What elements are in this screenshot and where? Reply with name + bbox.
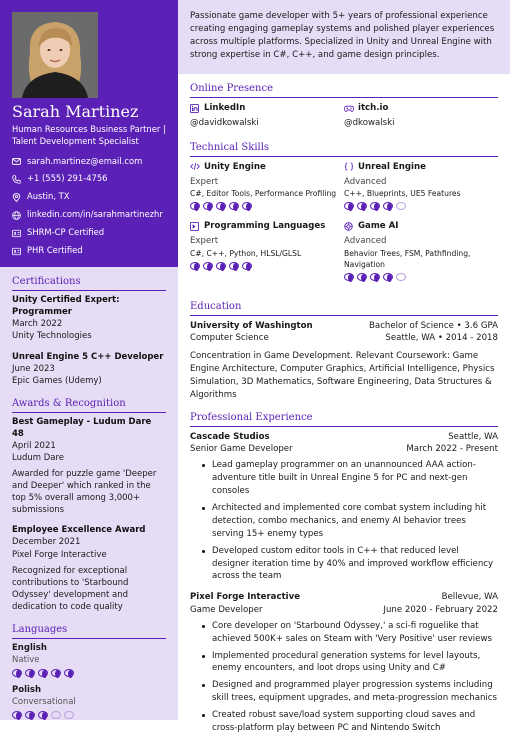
rating-dot-filled: [25, 711, 35, 719]
language-rating: [12, 711, 166, 719]
rating-dot-filled: [229, 262, 239, 270]
code-icon: [190, 162, 199, 171]
online-item-itchio[interactable]: [344, 102, 498, 131]
skill-name: Game AI: [358, 221, 399, 232]
rating-dot-filled: [12, 669, 22, 677]
contact-cert-phr: [12, 245, 166, 257]
edu-location-dates: Seattle, WA • 2014 - 2018: [385, 332, 498, 343]
skill-level: Expert: [190, 236, 219, 247]
edu-school: University of Washington: [190, 320, 313, 331]
rating-dot-filled: [203, 262, 213, 270]
cert-title: Unreal Engine 5 C++ Developer: [12, 351, 164, 362]
badge-icon: [12, 247, 21, 256]
main-content: [178, 0, 510, 733]
contact-email[interactable]: [12, 156, 166, 168]
edu-field: Computer Science: [190, 332, 269, 343]
award-title: Employee Excellence Award: [12, 525, 146, 536]
skill-name: Unreal Engine: [358, 161, 426, 172]
skill-level: Advanced: [344, 236, 387, 247]
rating-dot-filled: [229, 202, 239, 210]
job-bullets: [190, 620, 498, 735]
award-desc: Recognized for exceptional contributions to 'Starbound Odyssey' development and dedication to code quality: [12, 565, 129, 612]
skill-unity: [190, 161, 344, 217]
rating-dot-empty: [396, 273, 406, 281]
award-issuer: Pixel Forge Interactive: [12, 549, 107, 560]
job-bullet: Lead gameplay programmer on an unannounced AAA action-adventure title built in Unreal Engine 5 for PC and next-gen consoles: [190, 459, 498, 498]
skill-unreal: [344, 161, 498, 217]
rating-dot-filled: [242, 262, 252, 270]
job-bullet: Core developer on 'Starbound Odyssey,' a sci-fi roguelike that achieved 500K+ sales on Steam with 'Very Positive' user reviews: [190, 620, 498, 646]
certifications-section: [12, 275, 166, 387]
online-presence-section: [190, 82, 498, 132]
globe-icon: [12, 211, 21, 220]
job-title: Game Developer: [190, 604, 263, 615]
job-bullet: Created robust save/load system supporting cloud saves and cross-platform play between PC and Nintendo Switch: [190, 709, 498, 735]
candidate-name: Sarah Martinez: [12, 102, 139, 121]
rating-dot-filled: [38, 669, 48, 677]
language-level: Native: [12, 655, 40, 666]
linkedin-icon: [190, 104, 199, 113]
skill-level: Advanced: [344, 176, 387, 187]
job-company: Cascade Studios: [190, 431, 270, 442]
rating-dot-empty: [51, 711, 61, 719]
skill-tools: C#, Editor Tools, Performance Profiling: [190, 189, 337, 199]
skill-level: Expert: [190, 176, 219, 187]
rating-dot-empty: [396, 202, 406, 210]
ai-icon: [344, 222, 353, 231]
contact-phone-text: +1 (555) 291-4756: [27, 173, 108, 184]
rating-dot-filled: [242, 202, 252, 210]
badge-icon: [12, 229, 21, 238]
contact-cert-shrm-text: SHRM-CP Certified: [27, 227, 105, 238]
rating-dot-filled: [38, 711, 48, 719]
rating-dot-filled: [357, 273, 367, 281]
terminal-icon: [190, 222, 199, 231]
candidate-role: Human Resources Business Partner | Talent Development Specialist: [12, 124, 166, 147]
rating-dot-filled: [203, 202, 213, 210]
rating-dot-filled: [25, 669, 35, 677]
job-bullet: Architected and implemented core combat system including hit detection, combo mechanics, and enemy AI behavior trees serving 15+ enemy types: [190, 502, 498, 541]
job-bullet: Designed and programmed player progression systems including skill trees, equipment upgrades, and meta-progression mechanics: [190, 679, 498, 705]
education-heading: Education: [190, 300, 498, 316]
awards-heading: Awards & Recognition: [12, 397, 166, 413]
contact-linkedin[interactable]: [12, 209, 166, 221]
contact-location: [12, 191, 166, 203]
sidebar: [0, 0, 178, 720]
sidebar-body: [0, 267, 178, 719]
online-value: @davidkowalski: [190, 118, 259, 129]
rating-dot-filled: [12, 711, 22, 719]
skill-name: Unity Engine: [204, 161, 266, 172]
rating-dot-filled: [51, 669, 61, 677]
rating-dot-filled: [357, 202, 367, 210]
summary-text: Passionate game developer with 5+ years of professional experience creating engaging gameplay systems and polished player experiences across multiple platforms. Specialized in Unity and Unreal Engine with strong expertise in C#, C++, and game design principles.: [178, 0, 510, 74]
award-date: December 2021: [12, 537, 81, 548]
education-section: [190, 300, 498, 402]
job-entry: [190, 591, 498, 735]
skill-rating: [190, 262, 344, 270]
languages-section: [12, 623, 166, 719]
language-level: Conversational: [12, 697, 76, 708]
job-company: Pixel Forge Interactive: [190, 592, 301, 603]
award-desc: Awarded for puzzle game 'Deeper and Deeper' which ranked in the top 5% overall among 3,000+ submissions: [12, 469, 157, 516]
skill-tools: C++, Blueprints, UE5 Features: [344, 189, 461, 199]
gamepad-icon: [344, 104, 353, 113]
rating-dot-filled: [370, 273, 380, 281]
profile-header: [0, 0, 178, 267]
online-presence-heading: Online Presence: [190, 82, 498, 98]
skills-section: [190, 141, 498, 291]
rating-dot-filled: [383, 273, 393, 281]
rating-dot-filled: [216, 262, 226, 270]
job-bullet: Implemented procedural generation systems for level layouts, enemy encounters, and loot drops using Unity and C#: [190, 650, 498, 676]
online-label: itch.io: [358, 103, 389, 114]
skill-name: Programming Languages: [204, 221, 326, 232]
job-title: Senior Game Developer: [190, 444, 293, 455]
certifications-heading: Certifications: [12, 275, 166, 291]
edu-degree: Bachelor of Science • 3.6 GPA: [369, 320, 498, 331]
contact-cert-shrm: [12, 227, 166, 239]
online-item-linkedin[interactable]: [190, 102, 344, 131]
skills-heading: Technical Skills: [190, 141, 498, 157]
phone-icon: [12, 175, 21, 184]
location-icon: [12, 193, 21, 202]
job-location: Bellevue, WA: [441, 592, 498, 603]
cert-date: June 2023: [12, 363, 55, 374]
language-name: Polish: [12, 685, 42, 696]
job-bullet: Developed custom editor tools in C++ that reduced level designer iteration time by 40% and improved workflow efficiency across the team: [190, 545, 498, 584]
contact-phone[interactable]: [12, 173, 166, 185]
skill-rating: [344, 273, 498, 281]
skill-tools: C#, C++, Python, HLSL/GLSL: [190, 248, 302, 258]
rating-dot-filled: [190, 202, 200, 210]
profile-photo: [12, 12, 98, 98]
skill-rating: [344, 202, 498, 210]
rating-dot-filled: [216, 202, 226, 210]
award-title: Best Gameplay - Ludum Dare 48: [12, 416, 152, 439]
mail-icon: [12, 157, 21, 166]
braces-icon: [344, 162, 353, 171]
main-body: [178, 74, 510, 735]
rating-dot-filled: [64, 669, 74, 677]
skill-rating: [190, 202, 344, 210]
job-bullets: [190, 459, 498, 583]
contact-email-text: sarah.martinez@email.com: [27, 155, 143, 166]
rating-dot-filled: [344, 202, 354, 210]
awards-section: [12, 397, 166, 613]
online-label: LinkedIn: [204, 103, 246, 114]
rating-dot-filled: [383, 202, 393, 210]
rating-dot-filled: [344, 273, 354, 281]
contact-location-text: Austin, TX: [27, 191, 70, 202]
award-issuer: Ludum Dare: [12, 453, 65, 464]
job-location: Seattle, WA: [448, 431, 498, 442]
skill-programming: [190, 220, 344, 287]
rating-dot-filled: [370, 202, 380, 210]
cert-issuer: Unity Technologies: [12, 331, 92, 342]
languages-heading: Languages: [12, 623, 166, 639]
contact-cert-phr-text: PHR Certified: [27, 245, 83, 256]
online-value: @dkowalski: [344, 118, 395, 129]
cert-date: March 2022: [12, 319, 63, 330]
cert-title: Unity Certified Expert: Programmer: [12, 295, 120, 318]
skill-tools: Behavior Trees, FSM, Pathfinding, Navigation: [344, 248, 471, 269]
skill-game-ai: [344, 220, 498, 287]
language-rating: [12, 669, 166, 677]
language-name: English: [12, 643, 47, 654]
edu-description: Concentration in Game Development. Relevant Coursework: Game Engine Architecture, Computer Graphics, Artificial Intelligence, Physics Simulation, 3D Mathematics, Software Engineering, Data Structures & Algorithms: [190, 351, 495, 400]
cert-issuer: Epic Games (Udemy): [12, 375, 102, 386]
rating-dot-filled: [190, 262, 200, 270]
contact-linkedin-text: linkedin.com/in/sarahmartinezhr: [27, 209, 163, 220]
rating-dot-empty: [64, 711, 74, 719]
award-date: April 2021: [12, 441, 56, 452]
experience-heading: Professional Experience: [190, 411, 498, 427]
experience-section: [190, 411, 498, 735]
job-dates: June 2020 - February 2022: [383, 604, 498, 615]
job-entry: [190, 431, 498, 583]
job-dates: March 2022 - Present: [406, 444, 498, 455]
